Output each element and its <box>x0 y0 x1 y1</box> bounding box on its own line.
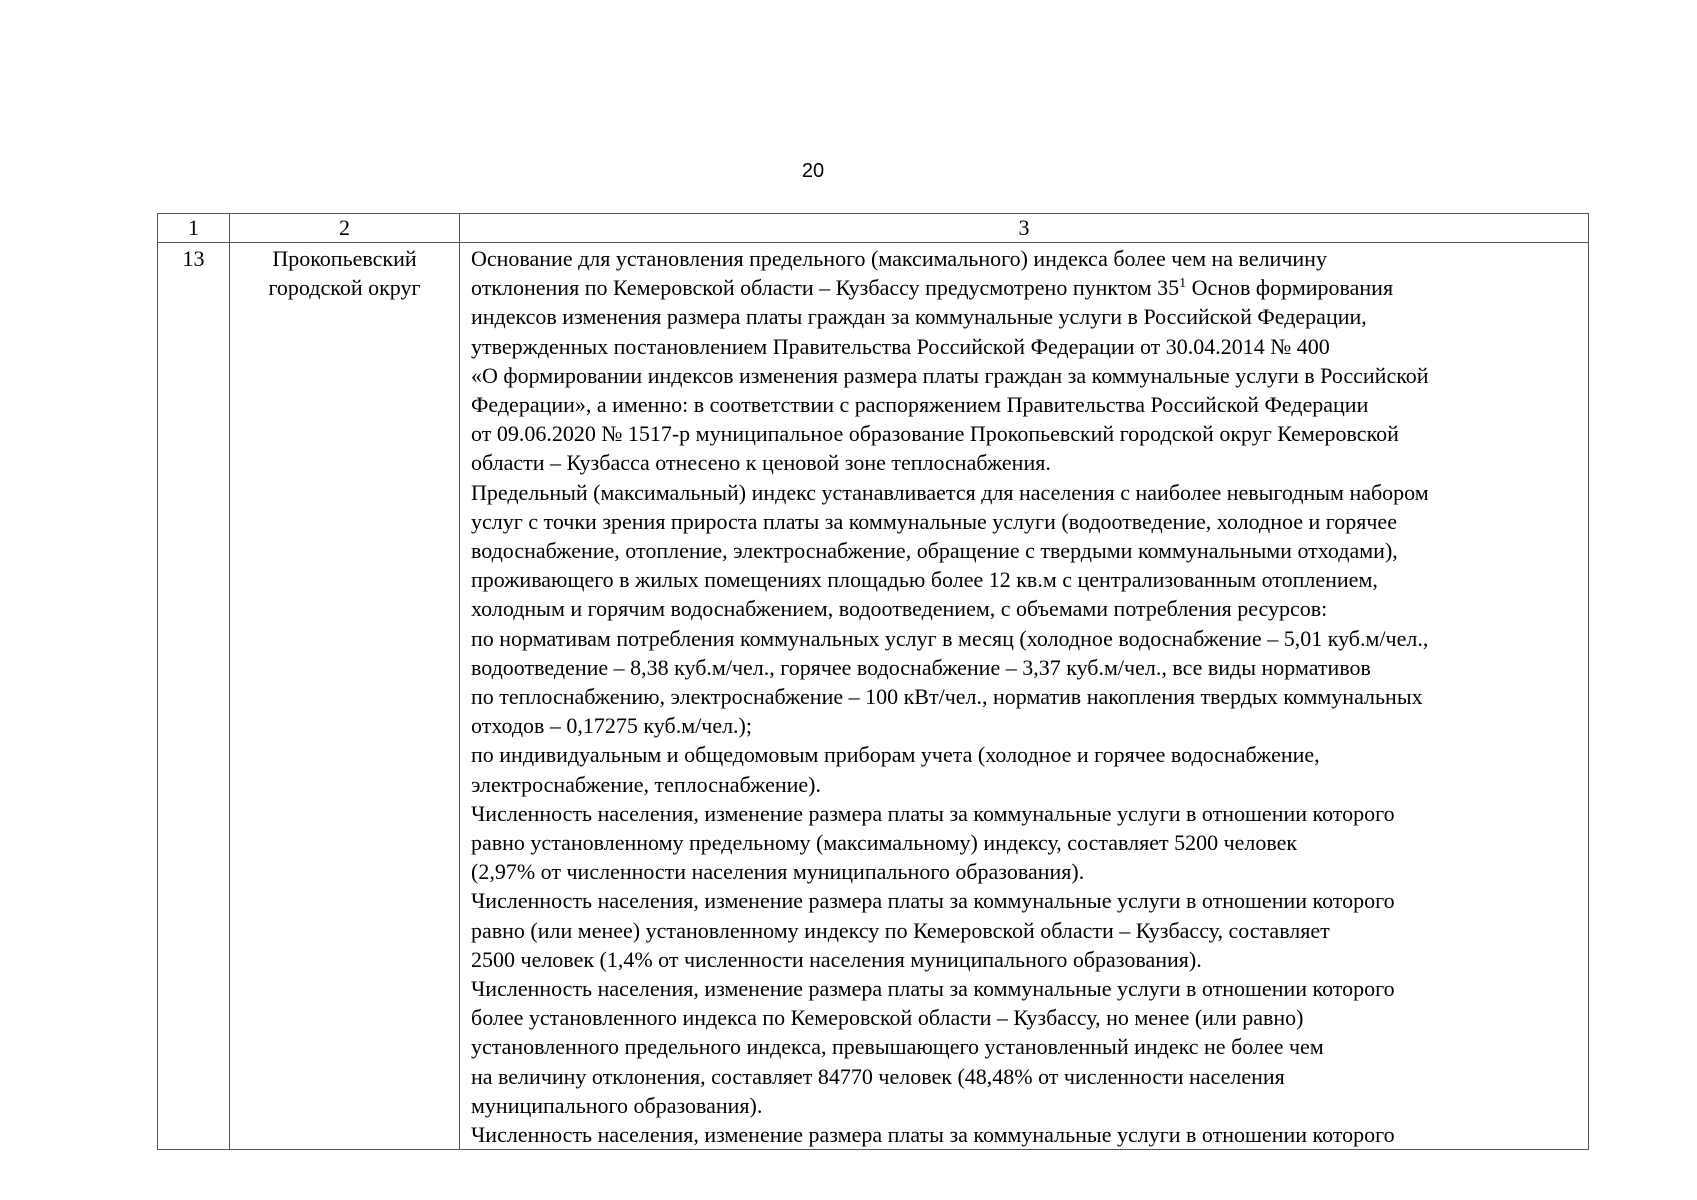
municipality-name-line: городской округ <box>268 275 421 301</box>
text-line: отходов – 0,17275 куб.м/чел.); <box>471 713 752 739</box>
header-col-2: 2 <box>230 214 460 243</box>
description-cell <box>460 243 1589 1150</box>
text-line: 2500 человек (1,4% от численности населения муниципального образования). <box>471 946 1202 972</box>
text-line: муниципального образования). <box>471 1092 763 1118</box>
text-line: Предельный (максимальный) индекс устанавливается для населения с наиболее невыгодным набором <box>471 479 1429 505</box>
table-row <box>158 243 1589 1150</box>
text-line: равно установленному предельному (максимальному) индексу, составляет 5200 человек <box>471 830 1298 856</box>
municipality-name-line: Прокопьевский <box>272 246 417 271</box>
text-line: области – Кузбасса отнесено к ценовой зоне теплоснабжения. <box>471 450 1051 476</box>
text-line: по индивидуальным и общедомовым приборам учета (холодное и горячее водоснабжение, <box>471 742 1320 768</box>
text-line: холодным и горячим водоснабжением, водоотведением, с объемами потребления ресурсов: <box>471 596 1328 622</box>
text-line: на величину отклонения, составляет 84770 человек (48,48% от численности населения <box>471 1063 1285 1089</box>
text-line: проживающего в жилых помещениях площадью более 12 кв.м с централизованным отоплением, <box>471 567 1378 593</box>
indices-table <box>157 213 1589 1150</box>
text-line: индексов изменения размера платы граждан за коммунальные услуги в Российской Федерации, <box>471 304 1367 330</box>
text-line: от 09.06.2020 № 1517-р муниципальное образование Прокопьевский городской округ Кемеровской <box>471 421 1399 447</box>
municipality-name <box>230 243 460 1150</box>
text-line-part: отклонения по Кемеровской области – Кузбассу предусмотрено пунктом 35 <box>471 275 1180 301</box>
header-col-3: 3 <box>460 214 1589 243</box>
footnote-mark: 1 <box>1179 276 1187 292</box>
text-line: Численность населения, изменение размера платы за коммунальные услуги в отношении которого <box>471 888 1395 914</box>
text-line: по теплоснабжению, электроснабжение – 100 кВт/чел., норматив накопления твердых коммунальных <box>471 684 1423 710</box>
text-line: (2,97% от численности населения муниципального образования). <box>471 859 1085 885</box>
page-number: 20 <box>801 160 825 182</box>
text-line-part: Основ формирования <box>1186 275 1394 301</box>
text-line: установленного предельного индекса, превышающего установленный индекс не более чем <box>471 1034 1324 1060</box>
text-line: более установленного индекса по Кемеровской области – Кузбассу, но менее (или равно) <box>471 1005 1304 1031</box>
text-line: Основание для установления предельного (максимального) индекса более чем на величину <box>471 246 1327 271</box>
text-line: по нормативам потребления коммунальных услуг в месяц (холодное водоснабжение – 5,01 куб.м/чел., <box>471 625 1429 651</box>
text-line: равно (или менее) установленному индексу по Кемеровской области – Кузбассу, составляет <box>471 917 1330 943</box>
text-line: услуг с точки зрения прироста платы за коммунальные услуги (водоотведение, холодное и горячее <box>471 508 1397 534</box>
table-header-row <box>158 214 1589 243</box>
text-line: Федерации», а именно: в соответствии с распоряжением Правительства Российской Федерации <box>471 392 1369 418</box>
text-line: Численность населения, изменение размера платы за коммунальные услуги в отношении которого <box>471 1122 1395 1148</box>
text-line-with-footnote <box>471 273 1588 302</box>
text-line: утвержденных постановлением Правительства Российской Федерации от 30.04.2014 № 400 <box>471 333 1330 359</box>
text-line: электроснабжение, теплоснабжение). <box>471 771 821 797</box>
text-line: Численность населения, изменение размера платы за коммунальные услуги в отношении которого <box>471 976 1395 1002</box>
text-line: водоотведение – 8,38 куб.м/чел., горячее водоснабжение – 3,37 куб.м/чел., все виды нормативов <box>471 654 1371 680</box>
text-line: водоснабжение, отопление, электроснабжение, обращение с твердыми коммунальными отходами), <box>471 538 1398 564</box>
row-number: 13 <box>158 243 230 1150</box>
text-line: Численность населения, изменение размера платы за коммунальные услуги в отношении которого <box>471 800 1395 826</box>
header-col-1: 1 <box>158 214 230 243</box>
text-line: «О формировании индексов изменения размера платы граждан за коммунальные услуги в Российской <box>471 362 1429 388</box>
